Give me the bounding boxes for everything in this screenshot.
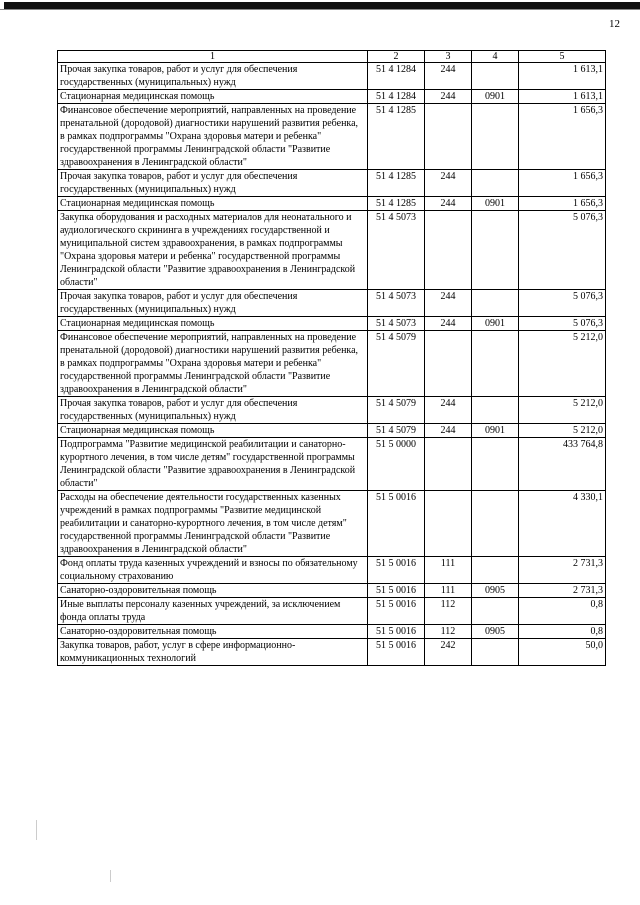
table-row bbox=[58, 197, 606, 211]
cell-name: Санаторно-оздоровительная помощь bbox=[58, 625, 368, 639]
cell-sum: 0,8 bbox=[519, 598, 606, 625]
cell-code: 51 5 0016 bbox=[368, 625, 425, 639]
cell-vr: 244 bbox=[425, 63, 472, 90]
page-number: 12 bbox=[609, 18, 620, 30]
cell-name: Фонд оплаты труда казенных учреждений и взносы по обязательному социальному страхованию bbox=[58, 557, 368, 584]
cell-vr bbox=[425, 104, 472, 170]
cell-name: Стационарная медицинская помощь bbox=[58, 197, 368, 211]
column-header: 1 bbox=[58, 51, 368, 63]
cell-vr: 244 bbox=[425, 397, 472, 424]
table-row bbox=[58, 491, 606, 557]
cell-sum: 5 076,3 bbox=[519, 211, 606, 290]
cell-vr bbox=[425, 491, 472, 557]
cell-sum: 433 764,8 bbox=[519, 438, 606, 491]
table-row bbox=[58, 557, 606, 584]
cell-rz bbox=[472, 397, 519, 424]
cell-code: 51 4 1284 bbox=[368, 63, 425, 90]
cell-name: Прочая закупка товаров, работ и услуг для обеспечения государственных (муниципальных) нужд bbox=[58, 170, 368, 197]
cell-name: Иные выплаты персоналу казенных учреждений, за исключением фонда оплаты труда bbox=[58, 598, 368, 625]
cell-code: 51 5 0016 bbox=[368, 491, 425, 557]
cell-name: Расходы на обеспечение деятельности государственных казенных учреждений в рамках подпрограммы "Развитие медицинской реабилитации и санаторно-курортного лечения, в том числе детям" государственной программы Ленинградской области "Развитие здравоохранения в Ленинградской области" bbox=[58, 491, 368, 557]
cell-vr: 112 bbox=[425, 625, 472, 639]
scan-artifact-line bbox=[36, 820, 37, 840]
table-row bbox=[58, 211, 606, 290]
cell-sum: 2 731,3 bbox=[519, 557, 606, 584]
table-row bbox=[58, 63, 606, 90]
cell-name: Прочая закупка товаров, работ и услуг для обеспечения государственных (муниципальных) нужд bbox=[58, 290, 368, 317]
cell-code: 51 4 5079 bbox=[368, 331, 425, 397]
cell-rz: 0901 bbox=[472, 90, 519, 104]
cell-vr: 244 bbox=[425, 90, 472, 104]
cell-vr bbox=[425, 438, 472, 491]
cell-sum: 5 212,0 bbox=[519, 424, 606, 438]
cell-rz bbox=[472, 557, 519, 584]
cell-sum: 0,8 bbox=[519, 625, 606, 639]
scan-top-border bbox=[4, 2, 640, 9]
cell-sum: 1 656,3 bbox=[519, 197, 606, 211]
cell-name: Стационарная медицинская помощь bbox=[58, 424, 368, 438]
cell-rz bbox=[472, 598, 519, 625]
scan-top-border-shadow bbox=[0, 9, 640, 10]
cell-sum: 5 076,3 bbox=[519, 290, 606, 317]
cell-vr: 244 bbox=[425, 317, 472, 331]
cell-sum: 1 613,1 bbox=[519, 90, 606, 104]
cell-code: 51 4 5073 bbox=[368, 290, 425, 317]
cell-rz bbox=[472, 63, 519, 90]
cell-rz bbox=[472, 491, 519, 557]
cell-rz: 0901 bbox=[472, 317, 519, 331]
cell-rz: 0905 bbox=[472, 584, 519, 598]
budget-table bbox=[57, 50, 606, 666]
table-row bbox=[58, 424, 606, 438]
column-header: 5 bbox=[519, 51, 606, 63]
cell-name: Закупка оборудования и расходных материалов для неонатального и аудиологического скрининга в учреждениях государственной и муниципальной систем здравоохранения, в рамках подпрограммы "Охрана здоровья матери и ребенка" государственной программы Ленинградской области "Развитие здравоохранения в Ленинградской области" bbox=[58, 211, 368, 290]
cell-name: Санаторно-оздоровительная помощь bbox=[58, 584, 368, 598]
cell-name: Прочая закупка товаров, работ и услуг для обеспечения государственных (муниципальных) нужд bbox=[58, 397, 368, 424]
cell-name: Стационарная медицинская помощь bbox=[58, 317, 368, 331]
cell-vr: 244 bbox=[425, 424, 472, 438]
cell-rz bbox=[472, 104, 519, 170]
cell-name: Закупка товаров, работ, услуг в сфере информационно-коммуникационных технологий bbox=[58, 639, 368, 666]
cell-rz bbox=[472, 331, 519, 397]
cell-rz: 0901 bbox=[472, 424, 519, 438]
cell-sum: 50,0 bbox=[519, 639, 606, 666]
cell-code: 51 4 1285 bbox=[368, 197, 425, 211]
table-row bbox=[58, 170, 606, 197]
cell-sum: 5 212,0 bbox=[519, 331, 606, 397]
cell-vr: 111 bbox=[425, 584, 472, 598]
cell-sum: 1 656,3 bbox=[519, 170, 606, 197]
cell-vr bbox=[425, 331, 472, 397]
cell-sum: 1 613,1 bbox=[519, 63, 606, 90]
cell-vr: 111 bbox=[425, 557, 472, 584]
cell-sum: 5 212,0 bbox=[519, 397, 606, 424]
cell-name: Стационарная медицинская помощь bbox=[58, 90, 368, 104]
cell-rz bbox=[472, 639, 519, 666]
cell-rz bbox=[472, 438, 519, 491]
column-header: 4 bbox=[472, 51, 519, 63]
table-row bbox=[58, 625, 606, 639]
table-row bbox=[58, 584, 606, 598]
cell-rz bbox=[472, 170, 519, 197]
cell-vr: 244 bbox=[425, 170, 472, 197]
table-row bbox=[58, 397, 606, 424]
table-row bbox=[58, 317, 606, 331]
table-row bbox=[58, 104, 606, 170]
cell-name: Финансовое обеспечение мероприятий, направленных на проведение пренатальной (дородовой) диагностики нарушений развития ребенка, в рамках подпрограммы "Охрана здоровья матери и ребенка" государственной программы Ленинградской области "Развитие здравоохранения в Ленинградской области" bbox=[58, 331, 368, 397]
column-header: 3 bbox=[425, 51, 472, 63]
cell-sum: 4 330,1 bbox=[519, 491, 606, 557]
table-row bbox=[58, 598, 606, 625]
scan-artifact-line bbox=[110, 870, 111, 882]
table-body bbox=[58, 63, 606, 666]
cell-code: 51 5 0016 bbox=[368, 639, 425, 666]
cell-code: 51 4 5073 bbox=[368, 317, 425, 331]
cell-rz bbox=[472, 290, 519, 317]
cell-code: 51 5 0016 bbox=[368, 598, 425, 625]
cell-vr: 244 bbox=[425, 290, 472, 317]
cell-rz: 0901 bbox=[472, 197, 519, 211]
cell-code: 51 4 1284 bbox=[368, 90, 425, 104]
cell-code: 51 5 0000 bbox=[368, 438, 425, 491]
cell-vr bbox=[425, 211, 472, 290]
cell-code: 51 4 1285 bbox=[368, 104, 425, 170]
cell-vr: 244 bbox=[425, 197, 472, 211]
table-row bbox=[58, 331, 606, 397]
cell-name: Подпрограмма "Развитие медицинской реабилитации и санаторно-курортного лечения, в том числе детям" государственной программы Ленинградской области "Развитие здравоохранения в Ленинградской области" bbox=[58, 438, 368, 491]
header-row bbox=[58, 51, 606, 63]
table-row bbox=[58, 639, 606, 666]
cell-vr: 242 bbox=[425, 639, 472, 666]
cell-name: Прочая закупка товаров, работ и услуг для обеспечения государственных (муниципальных) нужд bbox=[58, 63, 368, 90]
column-header: 2 bbox=[368, 51, 425, 63]
cell-rz bbox=[472, 211, 519, 290]
table-row bbox=[58, 290, 606, 317]
cell-sum: 5 076,3 bbox=[519, 317, 606, 331]
cell-code: 51 4 5073 bbox=[368, 211, 425, 290]
table-row bbox=[58, 90, 606, 104]
cell-name: Финансовое обеспечение мероприятий, направленных на проведение пренатальной (дородовой) диагностики нарушений развития ребенка, в рамках подпрограммы "Охрана здоровья матери и ребенка" государственной программы Ленинградской области "Развитие здравоохранения в Ленинградской области" bbox=[58, 104, 368, 170]
cell-code: 51 4 5079 bbox=[368, 397, 425, 424]
cell-sum: 1 656,3 bbox=[519, 104, 606, 170]
cell-code: 51 5 0016 bbox=[368, 557, 425, 584]
cell-code: 51 4 5079 bbox=[368, 424, 425, 438]
cell-sum: 2 731,3 bbox=[519, 584, 606, 598]
cell-rz: 0905 bbox=[472, 625, 519, 639]
cell-vr: 112 bbox=[425, 598, 472, 625]
cell-code: 51 4 1285 bbox=[368, 170, 425, 197]
cell-code: 51 5 0016 bbox=[368, 584, 425, 598]
table-row bbox=[58, 438, 606, 491]
